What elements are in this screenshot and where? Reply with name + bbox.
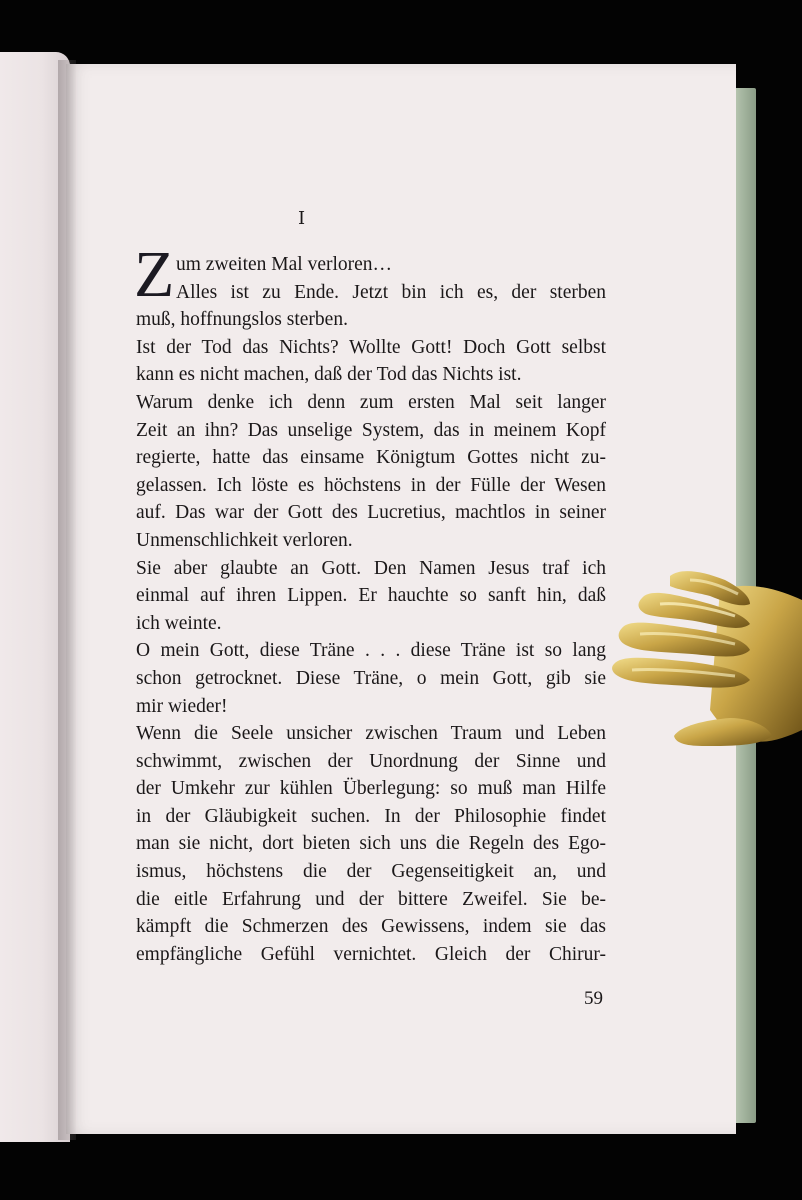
text-line: kämpft die Schmerzen des Gewissens, indem sie das — [136, 916, 606, 938]
text-line: Warum denke ich denn zum ersten Mal seit langer — [136, 391, 606, 413]
text-line: schwimmt, zwischen der Unordnung der Sinne und — [136, 750, 606, 772]
drop-cap: Z — [134, 238, 175, 311]
text-line: der Umkehr zur kühlen Überlegung: so muß man Hilfe — [136, 778, 606, 800]
text-line: Alles ist zu Ende. Jetzt bin ich es, der sterben — [176, 281, 606, 303]
text-line: in der Gläubigkeit suchen. In der Philosophie findet — [136, 805, 606, 827]
text-line: muß, hoffnungslos sterben. — [136, 309, 348, 331]
text-line: O mein Gott, diese Träne . . . diese Träne ist so lang — [136, 640, 606, 662]
page-body-text — [136, 251, 606, 968]
page-gutter-shadow — [58, 60, 76, 1140]
chapter-number: I — [298, 208, 306, 229]
page-number: 59 — [584, 988, 603, 1009]
text-line: gelassen. Ich löste es höchstens in der Fülle der Wesen — [136, 474, 606, 496]
text-line: Zeit an ihn? Das unselige System, das in meinem Kopf — [136, 419, 606, 441]
text-line: Ist der Tod das Nichts? Wollte Gott! Doch Gott selbst — [136, 336, 606, 358]
brass-hand-icon — [600, 560, 802, 760]
text-line: um zweiten Mal verloren… — [176, 254, 393, 275]
text-line: Wenn die Seele unsicher zwischen Traum und Leben — [136, 723, 606, 745]
text-line: mir wieder! — [136, 695, 228, 717]
text-line: ismus, höchstens die der Gegenseitigkeit an, und — [136, 861, 606, 883]
text-line: kann es nicht machen, daß der Tod das Nichts ist. — [136, 364, 522, 386]
text-line: Sie aber glaubte an Gott. Den Namen Jesus traf ich — [136, 557, 606, 579]
text-line: ich weinte. — [136, 612, 222, 634]
text-line: empfängliche Gefühl vernichtet. Gleich der Chirur- — [136, 943, 606, 965]
text-line: Unmenschlichkeit verloren. — [136, 529, 353, 551]
text-line: regierte, hatte das einsame Königtum Gottes nicht zu- — [136, 447, 606, 469]
text-line: die eitle Erfahrung und der bittere Zweifel. Sie be- — [136, 888, 606, 910]
text-line: schon getrocknet. Diese Träne, o mein Gott, gib sie — [136, 667, 606, 689]
text-line: einmal auf ihren Lippen. Er hauchte so sanft hin, daß — [136, 585, 606, 607]
text-line: auf. Das war der Gott des Lucretius, machtlos in seiner — [136, 502, 606, 524]
text-line: man sie nicht, dort bieten sich uns die Regeln des Ego- — [136, 833, 606, 855]
